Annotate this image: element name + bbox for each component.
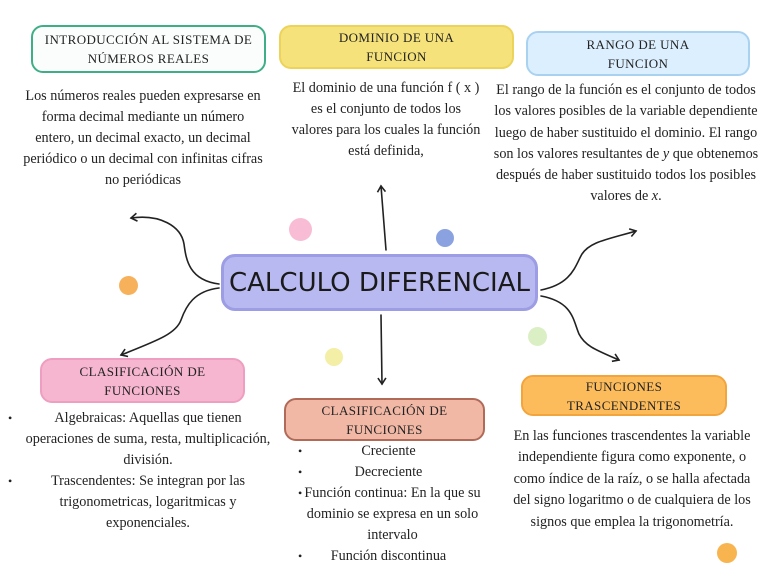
clasificacion2-list: [290, 441, 485, 567]
dominio-title: DOMINIO DE UNA FUNCION: [338, 30, 455, 64]
dominio-title-box: [279, 25, 514, 69]
rango-title-box: [526, 31, 750, 76]
rango-var-y: y: [662, 145, 670, 162]
decorative-dot-orange-left: [119, 276, 138, 295]
arrow-to-rango: [541, 231, 636, 290]
list-item: • Función discontinua: [290, 546, 485, 567]
rango-text-part2: que obtenemos después de haber sustituido todos los posibles valores de: [495, 145, 759, 205]
intro-title-box: [31, 25, 266, 73]
list-item: • Función continua: En la que su dominio se expresa en un solo intervalo: [290, 483, 485, 546]
arrow-to-dominio: [381, 186, 386, 250]
central-topic: [221, 254, 538, 311]
decorative-dot-blue: [436, 229, 454, 247]
clasificacion-title-box: [40, 358, 245, 403]
arrow-to-clasificacion: [121, 288, 219, 355]
rango-text-part3: .: [658, 188, 662, 205]
clasificacion2-title-box: [284, 398, 485, 441]
decorative-dot-yellow: [325, 348, 343, 366]
central-title: CALCULO DIFERENCIAL: [228, 267, 530, 298]
rango-var-x: x: [651, 188, 659, 205]
rango-title: RANGO DE UNA FUNCION: [586, 36, 690, 71]
dominio-text: El dominio de una función f ( x ) es el conjunto de todos los valores para los cuales la función está definida,: [291, 80, 481, 159]
arrow-to-clasificacion2: [381, 315, 382, 384]
list-item: • Creciente: [290, 441, 485, 462]
list-item: • Decreciente: [290, 462, 485, 483]
trascendentes-text: En las funciones trascendentes la variable independiente figura como exponente, o como índice de la raíz, o se halla afectada del signo logaritmo o de cualquiera de los signos que emplea la trigonometría.: [513, 428, 751, 530]
clasificacion-title: CLASIFICACIÓN DE FUNCIONES: [79, 363, 206, 398]
arrow-to-intro: [131, 217, 219, 284]
trascendentes-title: FUNCIONES TRASCENDENTES: [566, 378, 682, 413]
rango-text-part1: El rango de la función es el conjunto de todos los valores posibles de la variable dependiente luego de haber sustituido el dominio. El rango son los valores resultantes de: [493, 82, 758, 162]
arrow-to-trascendentes: [541, 296, 619, 360]
intro-title: INTRODUCCIÓN AL SISTEMA DE NÚMEROS REALES: [44, 32, 253, 66]
list-item: • Algebraicas: Aquellas que tienen operaciones de suma, resta, multiplicación, división.: [0, 408, 282, 471]
decorative-dot-orange-right: [717, 543, 737, 563]
clasificacion2-title: CLASIFICACIÓN DE FUNCIONES: [321, 402, 448, 437]
decorative-dot-green: [528, 327, 547, 346]
list-item: • Trascendentes: Se integran por las trigonometricas, logaritmicas y exponenciales.: [0, 471, 282, 534]
trascendentes-title-box: [521, 375, 727, 416]
decorative-dot-pink: [289, 218, 312, 241]
clasificacion-list: [0, 408, 282, 534]
intro-text: Los números reales pueden expresarse en forma decimal mediante un número entero, un decimal exacto, un decimal periódico o un decimal con infinitas cifras no periódicas: [23, 88, 263, 188]
rango-text: [488, 80, 764, 208]
